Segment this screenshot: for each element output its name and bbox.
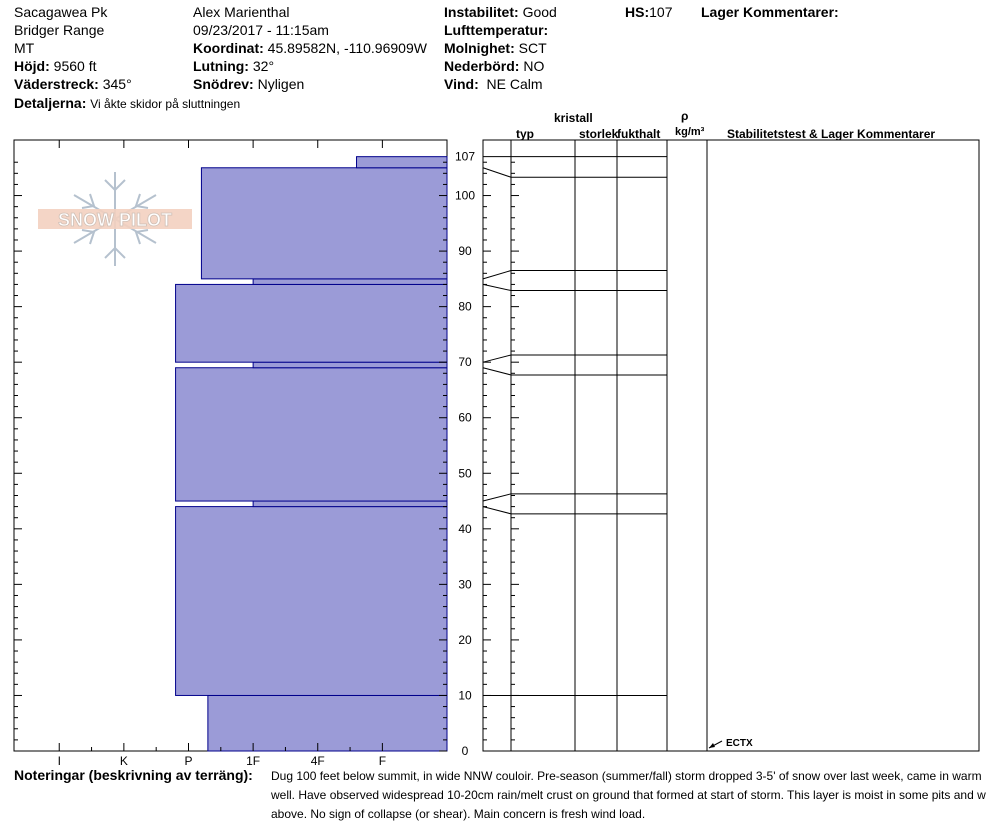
col-moisture: fukthalt (617, 127, 661, 141)
hardness-bar-1 (176, 507, 447, 696)
hardness-tick-label: 4F (310, 754, 325, 768)
sky-label: Molnighet: (444, 40, 515, 56)
hardness-layers (176, 157, 447, 751)
hardness-bar-0 (208, 695, 447, 751)
notes-label: Noteringar (beskrivning av terräng): (14, 767, 253, 783)
test-pointer-arrow-icon (709, 743, 715, 748)
aspect-label: Väderstreck: (14, 76, 99, 92)
notes-line: well. Have observed widespread 10-20cm rain/melt crust on ground that formed at start of storm. This layer is moist in some pits and w (271, 788, 986, 802)
test-result: ECTX (726, 738, 753, 749)
precip-value: NO (523, 58, 545, 74)
notes-text (271, 767, 994, 824)
drift-value: Nyligen (257, 76, 305, 92)
hardness-bar-7 (201, 168, 447, 279)
depth-tick-label: 80 (458, 299, 472, 314)
slope-label: Lutning: (193, 58, 249, 74)
precip-label: Nederbörd: (444, 58, 520, 74)
hardness-tick-label: P (184, 754, 193, 768)
datetime: 09/23/2017 - 11:15am (193, 22, 329, 38)
depth-tick-label: 10 (458, 688, 472, 703)
slope-value: 32° (252, 58, 275, 74)
wind-label: Vind: (444, 76, 479, 92)
col-rho: ρ (681, 109, 689, 123)
snowpilot-logo (38, 172, 192, 266)
col-density-unit: kg/m³ (675, 126, 705, 138)
col-size: storlek (579, 127, 619, 141)
hardness-bar-6 (253, 279, 447, 285)
depth-tick-label: 0 (461, 744, 469, 758)
details-value: Vi åkte skidor på sluttningen (90, 97, 241, 111)
wind-value: NE Calm (486, 76, 543, 92)
depth-tick-label: 20 (458, 632, 472, 647)
col-type: typ (516, 127, 534, 141)
depth-tick-label: 50 (458, 466, 472, 481)
depth-tick-label: 30 (458, 577, 472, 592)
stability-value: Good (522, 4, 557, 20)
hs-label: HS: (625, 4, 650, 20)
elevation-value: 9560 ft (53, 58, 97, 74)
airtemp-label: Lufttemperatur: (444, 22, 549, 38)
hardness-bar-3 (176, 368, 447, 501)
aspect-value: 345° (102, 76, 132, 92)
hardness-bar-8 (357, 157, 447, 168)
elevation-label: Höjd: (14, 58, 50, 74)
hardness-bar-2 (253, 501, 447, 507)
range: Bridger Range (14, 22, 105, 38)
depth-tick-label: 100 (454, 188, 476, 203)
depth-tick-label: 40 (458, 521, 472, 536)
sky-value: SCT (518, 40, 547, 56)
stability-label: Instabilitet: (444, 4, 519, 20)
notes-line: above. No sign of collapse (or shear). Main concern is fresh wind load. (271, 807, 646, 821)
hardness-tick-label: 1F (246, 754, 261, 768)
coord-label: Koordinat: (193, 40, 264, 56)
hardness-tick-label: F (378, 754, 387, 768)
depth-tick-label: 70 (458, 355, 472, 370)
layer-comments-label: Lager Kommentarer: (701, 4, 839, 20)
location: Sacagawea Pk (14, 4, 108, 20)
coord-value: 45.89582N, -110.96909W (267, 40, 427, 56)
depth-tick-label: 60 (458, 410, 472, 425)
hardness-tick-label: K (119, 754, 128, 768)
hardness-tick-label: I (57, 754, 61, 768)
hardness-bar-5 (176, 284, 447, 362)
observer: Alex Marienthal (193, 4, 290, 20)
notes-line: Dug 100 feet below summit, in wide NNW couloir. Pre-season (summer/fall) storm dropped 3-5' of snow over last week, came in warm (271, 769, 982, 783)
depth-tick-label: 107 (454, 149, 476, 164)
col-crystal: kristall (554, 111, 593, 125)
col-stability-comments: Stabilitetstest & Lager Kommentarer (727, 127, 936, 141)
layer-table-frame (483, 140, 979, 751)
state: MT (14, 40, 35, 56)
snowpilot-logo-text: SNOW PILOT (58, 210, 172, 230)
drift-label: Snödrev: (193, 76, 254, 92)
hs-value: 107 (649, 4, 673, 20)
details-label: Detaljerna: (14, 95, 87, 111)
hardness-bar-4 (253, 362, 447, 368)
depth-tick-label: 90 (458, 244, 472, 259)
